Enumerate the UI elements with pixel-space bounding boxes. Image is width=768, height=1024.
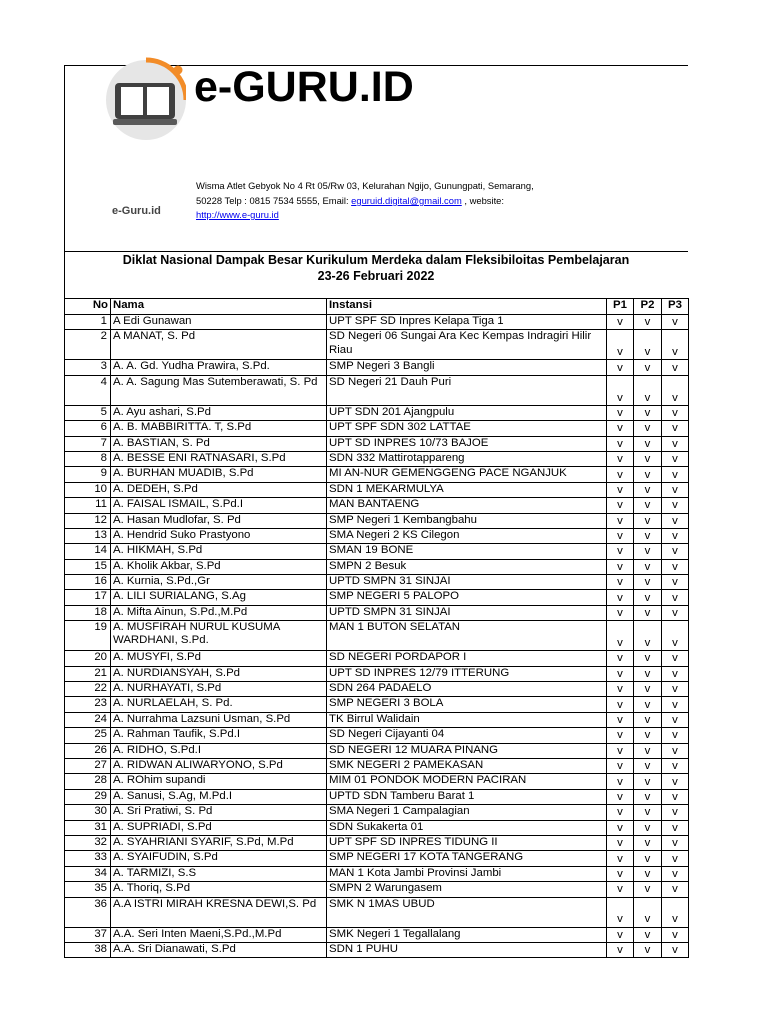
cell-no: 27 [65,758,111,773]
cell-p2: v [634,758,662,773]
cell-no: 4 [65,375,111,405]
cell-instansi: MI AN-NUR GEMENGGENG PACE NGANJUK [327,467,607,482]
cell-p2: v [634,682,662,697]
cell-instansi: UPT SDN 201 Ajangpulu [327,405,607,420]
cell-p3: v [662,498,689,513]
cell-p1: v [607,666,634,681]
table-row [65,774,689,789]
cell-nama: A. BASTIAN, S. Pd [111,436,327,451]
cell-nama: A. ROhim supandi [111,774,327,789]
cell-p2: v [634,360,662,375]
cell-p3: v [662,789,689,804]
cell-instansi: MIM 01 PONDOK MODERN PACIRAN [327,774,607,789]
cell-p1: v [607,498,634,513]
table-header-row [65,299,689,315]
cell-p2: v [634,743,662,758]
cell-p1: v [607,421,634,436]
cell-no: 11 [65,498,111,513]
table-row [65,330,689,360]
table-row [65,866,689,881]
participant-table [64,298,689,958]
cell-p1: v [607,528,634,543]
cell-p1: v [607,315,634,330]
cell-no: 36 [65,897,111,927]
cell-instansi: TK Birrul Walidain [327,712,607,727]
cell-no: 23 [65,697,111,712]
cell-nama: A. BURHAN MUADIB, S.Pd [111,467,327,482]
cell-instansi: SD Negeri 21 Dauh Puri [327,375,607,405]
cell-nama: A. TARMIZI, S.S [111,866,327,881]
cell-no: 26 [65,743,111,758]
cell-instansi: UPTD SDN Tamberu Barat 1 [327,789,607,804]
brand-name: e-GURU.ID [194,63,414,111]
cell-no: 25 [65,728,111,743]
cell-p2: v [634,927,662,942]
cell-p3: v [662,436,689,451]
cell-nama: A.A. Seri Inten Maeni,S.Pd.,M.Pd [111,927,327,942]
cell-instansi: SD NEGERI PORDAPOR I [327,651,607,666]
website-link[interactable]: http://www.e-guru.id [196,209,279,220]
table-row [65,927,689,942]
cell-no: 3 [65,360,111,375]
cell-p1: v [607,866,634,881]
cell-p3: v [662,651,689,666]
cell-instansi: MAN BANTAENG [327,498,607,513]
cell-p3: v [662,866,689,881]
cell-instansi: SD Negeri Cijayanti 04 [327,728,607,743]
cell-p3: v [662,467,689,482]
cell-instansi: SMA Negeri 2 KS Cilegon [327,528,607,543]
table-row [65,544,689,559]
cell-instansi: SMK Negeri 1 Tegallalang [327,927,607,942]
cell-no: 34 [65,866,111,881]
cell-p3: v [662,451,689,466]
cell-nama: A. BESSE ENI RATNASARI, S.Pd [111,451,327,466]
cell-p2: v [634,621,662,651]
table-row [65,712,689,727]
cell-instansi: SDN 332 Mattirotappareng [327,451,607,466]
table-row [65,851,689,866]
cell-p3: v [662,482,689,497]
table-row [65,421,689,436]
cell-nama: A. A. Gd. Yudha Prawira, S.Pd. [111,360,327,375]
cell-no: 7 [65,436,111,451]
cell-no: 24 [65,712,111,727]
cell-instansi: MAN 1 BUTON SELATAN [327,621,607,651]
cell-p2: v [634,575,662,590]
cell-p3: v [662,820,689,835]
cell-nama: A Edi Gunawan [111,315,327,330]
cell-instansi: UPT SPF SDN 302 LATTAE [327,421,607,436]
cell-p2: v [634,774,662,789]
cell-p2: v [634,513,662,528]
cell-instansi: SMPN 2 Besuk [327,559,607,574]
cell-instansi: SMP NEGERI 3 BOLA [327,697,607,712]
cell-p1: v [607,590,634,605]
cell-no: 6 [65,421,111,436]
cell-p2: v [634,482,662,497]
cell-instansi: SD Negeri 06 Sungai Ara Kec Kempas Indragiri Hilir Riau [327,330,607,360]
cell-p3: v [662,682,689,697]
col-header-nama: Nama [111,299,327,315]
table-row [65,682,689,697]
table-row [65,897,689,927]
cell-p2: v [634,315,662,330]
cell-p1: v [607,942,634,957]
cell-nama: A. Rahman Taufik, S.Pd.I [111,728,327,743]
cell-p1: v [607,451,634,466]
title-line-1: Diklat Nasional Dampak Besar Kurikulum Merdeka dalam Fleksibiloitas Pembelajaran [122,253,630,267]
cell-p3: v [662,605,689,620]
cell-p3: v [662,513,689,528]
cell-p2: v [634,866,662,881]
table-row [65,405,689,420]
cell-p3: v [662,666,689,681]
cell-instansi: UPT SD INPRES 10/73 BAJOE [327,436,607,451]
table-row [65,728,689,743]
cell-nama: A. SYAHRIANI SYARIF, S.Pd, M.Pd [111,835,327,850]
cell-instansi: SMP Negeri 1 Kembangbahu [327,513,607,528]
cell-p1: v [607,544,634,559]
cell-p2: v [634,942,662,957]
table-row [65,575,689,590]
cell-p3: v [662,421,689,436]
cell-no: 38 [65,942,111,957]
cell-no: 28 [65,774,111,789]
cell-p1: v [607,651,634,666]
cell-nama: A. Hendrid Suko Prastyono [111,528,327,543]
col-header-no: No [65,299,111,315]
cell-p2: v [634,651,662,666]
cell-p2: v [634,897,662,927]
cell-p3: v [662,942,689,957]
cell-p3: v [662,835,689,850]
cell-p3: v [662,330,689,360]
cell-p3: v [662,774,689,789]
cell-p1: v [607,882,634,897]
cell-p3: v [662,805,689,820]
cell-instansi: SMK N 1MAS UBUD [327,897,607,927]
cell-instansi: SD NEGERI 12 MUARA PINANG [327,743,607,758]
table-row [65,743,689,758]
cell-nama: A. Kurnia, S.Pd.,Gr [111,575,327,590]
e-guru-logo [102,56,186,162]
cell-p1: v [607,774,634,789]
cell-p3: v [662,360,689,375]
cell-p1: v [607,436,634,451]
cell-nama: A. MUSYFI, S.Pd [111,651,327,666]
cell-no: 19 [65,621,111,651]
cell-p2: v [634,820,662,835]
cell-p2: v [634,375,662,405]
address-contact: 50228 Telp : 0815 7534 5555, Email: [196,195,352,206]
cell-p1: v [607,789,634,804]
cell-instansi: SDN 1 MEKARMULYA [327,482,607,497]
cell-instansi: SMP NEGERI 5 PALOPO [327,590,607,605]
col-header-p2: P2 [634,299,662,315]
cell-p2: v [634,851,662,866]
cell-p1: v [607,728,634,743]
cell-no: 32 [65,835,111,850]
cell-instansi: UPT SPF SD Inpres Kelapa Tiga 1 [327,315,607,330]
cell-instansi: UPTD SMPN 31 SINJAI [327,605,607,620]
cell-no: 31 [65,820,111,835]
cell-instansi: SDN 264 PADAELO [327,682,607,697]
cell-p2: v [634,697,662,712]
cell-no: 37 [65,927,111,942]
title-line-2: 23-26 Februari 2022 [317,269,435,283]
cell-nama: A. Sri Pratiwi, S. Pd [111,805,327,820]
cell-instansi: SDN Sukakerta 01 [327,820,607,835]
cell-p1: v [607,405,634,420]
cell-p2: v [634,451,662,466]
cell-nama: A. Kholik Akbar, S.Pd [111,559,327,574]
cell-p3: v [662,758,689,773]
cell-nama: A. Hasan Mudlofar, S. Pd [111,513,327,528]
cell-instansi: MAN 1 Kota Jambi Provinsi Jambi [327,866,607,881]
cell-p2: v [634,421,662,436]
cell-p3: v [662,528,689,543]
document-title [64,252,688,284]
cell-p2: v [634,835,662,850]
cell-no: 17 [65,590,111,605]
cell-p2: v [634,728,662,743]
cell-p3: v [662,590,689,605]
cell-no: 33 [65,851,111,866]
cell-no: 12 [65,513,111,528]
table-row [65,315,689,330]
cell-nama: A. LILI SURIALANG, S.Ag [111,590,327,605]
cell-p3: v [662,405,689,420]
cell-p2: v [634,544,662,559]
cell-no: 8 [65,451,111,466]
cell-nama: A. Thoriq, S.Pd [111,882,327,897]
cell-p2: v [634,467,662,482]
cell-no: 1 [65,315,111,330]
cell-nama: A. A. Sagung Mas Sutemberawati, S. Pd [111,375,327,405]
cell-nama: A. Nurrahma Lazsuni Usman, S.Pd [111,712,327,727]
cell-no: 35 [65,882,111,897]
cell-instansi: SMP Negeri 3 Bangli [327,360,607,375]
cell-p1: v [607,605,634,620]
cell-no: 30 [65,805,111,820]
table-row [65,482,689,497]
cell-no: 22 [65,682,111,697]
cell-p3: v [662,851,689,866]
cell-p3: v [662,621,689,651]
cell-p2: v [634,330,662,360]
cell-p2: v [634,405,662,420]
cell-p2: v [634,436,662,451]
cell-nama: A. NURDIANSYAH, S.Pd [111,666,327,681]
cell-p3: v [662,697,689,712]
table-row [65,467,689,482]
cell-p3: v [662,544,689,559]
table-row [65,820,689,835]
cell-p1: v [607,375,634,405]
cell-nama: A. RIDWAN ALIWARYONO, S.Pd [111,758,327,773]
cell-p1: v [607,927,634,942]
cell-no: 29 [65,789,111,804]
table-row [65,697,689,712]
cell-p3: v [662,743,689,758]
cell-instansi: SMAN 19 BONE [327,544,607,559]
cell-no: 20 [65,651,111,666]
cell-p1: v [607,682,634,697]
col-header-p3: P3 [662,299,689,315]
address-line-2 [196,195,504,207]
cell-nama: A. Mifta Ainun, S.Pd.,M.Pd [111,605,327,620]
table-row [65,651,689,666]
cell-no: 16 [65,575,111,590]
table-row [65,360,689,375]
cell-p2: v [634,605,662,620]
cell-p3: v [662,882,689,897]
table-row [65,789,689,804]
table-row [65,805,689,820]
table-row [65,513,689,528]
cell-p1: v [607,835,634,850]
table-row [65,436,689,451]
email-link[interactable]: eguruid.digital@gmail.com [351,195,462,206]
address-line-1: Wisma Atlet Gebyok No 4 Rt 05/Rw 03, Kelurahan Ngijo, Gunungpati, Semarang, [196,180,534,191]
table-row [65,559,689,574]
table-row [65,942,689,957]
cell-p1: v [607,851,634,866]
table-row [65,882,689,897]
cell-nama: A.A. Sri Dianawati, S.Pd [111,942,327,957]
cell-p1: v [607,467,634,482]
cell-p3: v [662,575,689,590]
cell-nama: A. NURLAELAH, S. Pd. [111,697,327,712]
cell-p2: v [634,789,662,804]
address-website-label: , website: [461,195,504,206]
cell-no: 15 [65,559,111,574]
cell-p2: v [634,590,662,605]
cell-p3: v [662,927,689,942]
cell-p2: v [634,528,662,543]
logo-caption: e-Guru.id [112,205,161,217]
cell-nama: A. NURHAYATI, S.Pd [111,682,327,697]
cell-p1: v [607,743,634,758]
cell-nama: A. RIDHO, S.Pd.I [111,743,327,758]
cell-p2: v [634,498,662,513]
cell-instansi: SMPN 2 Warungasem [327,882,607,897]
table-row [65,498,689,513]
cell-nama: A. DEDEH, S.Pd [111,482,327,497]
cell-no: 9 [65,467,111,482]
cell-no: 10 [65,482,111,497]
cell-nama: A. HIKMAH, S.Pd [111,544,327,559]
cell-nama: A MANAT, S. Pd [111,330,327,360]
cell-p2: v [634,882,662,897]
cell-instansi: SMP NEGERI 17 KOTA TANGERANG [327,851,607,866]
cell-instansi: SMK NEGERI 2 PAMEKASAN [327,758,607,773]
cell-no: 5 [65,405,111,420]
cell-no: 18 [65,605,111,620]
cell-no: 13 [65,528,111,543]
cell-p1: v [607,575,634,590]
col-header-p1: P1 [607,299,634,315]
table-row [65,758,689,773]
table-row [65,621,689,651]
cell-nama: A. Sanusi, S.Ag, M.Pd.I [111,789,327,804]
cell-instansi: UPTD SMPN 31 SINJAI [327,575,607,590]
cell-p1: v [607,758,634,773]
address-line-3 [196,209,279,221]
cell-instansi: UPT SPF SD INPRES TIDUNG II [327,835,607,850]
cell-p3: v [662,375,689,405]
cell-instansi: UPT SD INPRES 12/79 ITTERUNG [327,666,607,681]
cell-p2: v [634,712,662,727]
cell-nama: A. SYAIFUDIN, S.Pd [111,851,327,866]
cell-nama: A. FAISAL ISMAIL, S.Pd.I [111,498,327,513]
cell-p1: v [607,712,634,727]
cell-p1: v [607,897,634,927]
cell-nama: A. SUPRIADI, S.Pd [111,820,327,835]
table-row [65,375,689,405]
col-header-instansi: Instansi [327,299,607,315]
cell-p3: v [662,897,689,927]
cell-p2: v [634,559,662,574]
cell-nama: A. B. MABBIRITTA. T, S.Pd [111,421,327,436]
cell-p1: v [607,805,634,820]
cell-p3: v [662,559,689,574]
table-row [65,835,689,850]
cell-p1: v [607,360,634,375]
cell-no: 14 [65,544,111,559]
cell-p3: v [662,712,689,727]
cell-nama: A. MUSFIRAH NURUL KUSUMA WARDHANI, S.Pd. [111,621,327,651]
cell-p1: v [607,621,634,651]
cell-p1: v [607,697,634,712]
cell-no: 21 [65,666,111,681]
table-row [65,451,689,466]
table-row [65,605,689,620]
cell-instansi: SDN 1 PUHU [327,942,607,957]
cell-nama: A.A ISTRI MIRAH KRESNA DEWI,S. Pd [111,897,327,927]
cell-p3: v [662,315,689,330]
table-row [65,590,689,605]
cell-p1: v [607,820,634,835]
table-row [65,666,689,681]
cell-no: 2 [65,330,111,360]
cell-p2: v [634,805,662,820]
cell-p1: v [607,330,634,360]
cell-instansi: SMA Negeri 1 Campalagian [327,805,607,820]
cell-p1: v [607,513,634,528]
cell-p1: v [607,482,634,497]
cell-p3: v [662,728,689,743]
table-row [65,528,689,543]
cell-nama: A. Ayu ashari, S.Pd [111,405,327,420]
cell-p2: v [634,666,662,681]
cell-p1: v [607,559,634,574]
